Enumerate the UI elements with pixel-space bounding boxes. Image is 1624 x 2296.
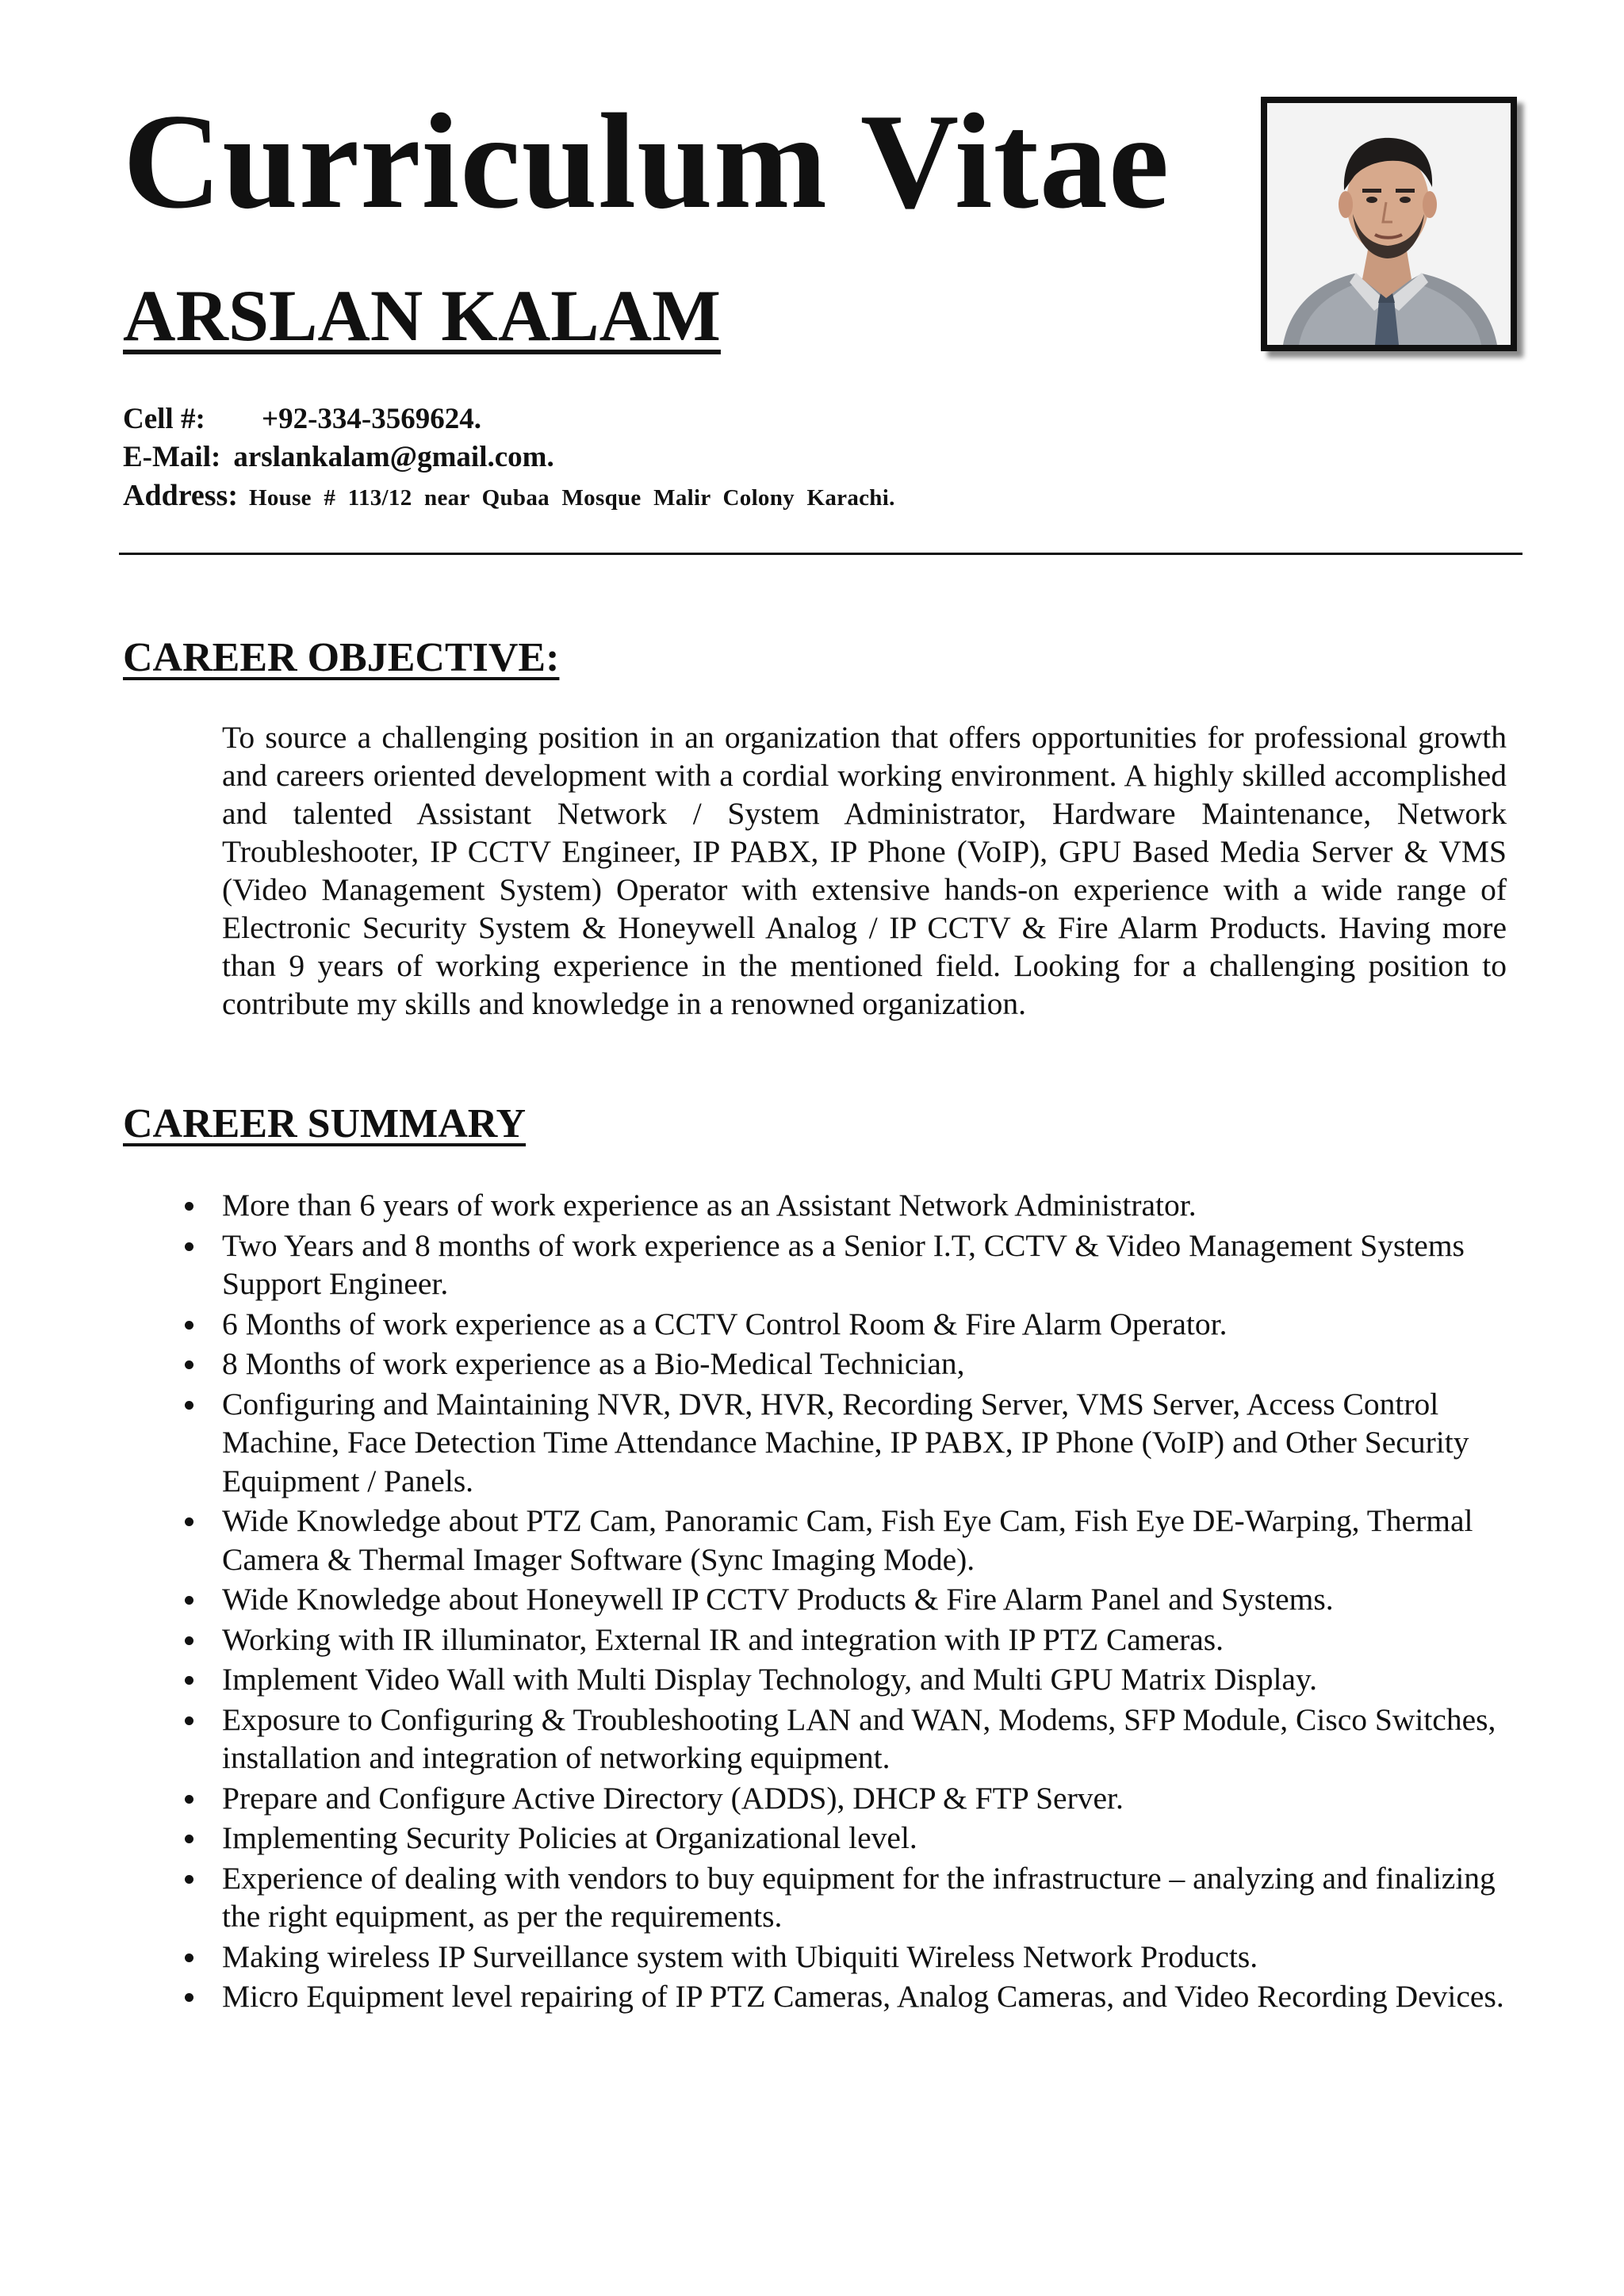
email-row bbox=[123, 438, 895, 476]
list-item bbox=[222, 1305, 1507, 1344]
cell-row bbox=[123, 400, 895, 438]
list-item-text: Making wireless IP Surveillance system with Ubiquiti Wireless Network Products. bbox=[222, 1938, 1258, 1974]
bullet-icon bbox=[185, 1596, 193, 1605]
career-summary-list bbox=[222, 1186, 1507, 2018]
career-objective-text: To source a challenging position in an organization that offers opportunities for professional growth and careers oriented development with a cordial working environment. A highly skilled accomplished and talented Assistant Network / System Administrator, Hardware Maintenance, Network Troubleshooter, IP CCTV Engineer, IP PABX, IP Phone (VoIP), GPU Based Media Server & VMS (Video Management System) Operator with extensive hands-on experience with a wide range of Electronic Security System & Honeywell Analog / IP CCTV & Fire Alarm Products. Having more than 9 years of working experience in the mentioned field. Looking for a challenging position to contribute my skills and knowledge in a renowned organization. bbox=[222, 720, 1507, 1021]
cell-label: Cell #: bbox=[123, 403, 205, 435]
list-item-text: Experience of dealing with vendors to buy equipment for the infrastructure – analyzing and finalizing the right equipment, as per the requirements. bbox=[222, 1860, 1496, 1934]
list-item-text: Micro Equipment level repairing of IP PTZ Cameras, Analog Cameras, and Video Recording Devices. bbox=[222, 1979, 1504, 2014]
list-item bbox=[222, 1859, 1507, 1936]
list-item-text: Implementing Security Policies at Organizational level. bbox=[222, 1820, 917, 1855]
bullet-icon bbox=[185, 1202, 193, 1211]
career-summary-heading: CAREER SUMMARY bbox=[123, 1101, 527, 1146]
list-item bbox=[222, 1186, 1507, 1225]
email-value: arslankalam@gmail.com. bbox=[233, 441, 554, 473]
bullet-icon bbox=[185, 1636, 193, 1645]
list-item bbox=[222, 1819, 1507, 1858]
candidate-name: ARSLAN KALAM bbox=[123, 275, 721, 356]
list-item bbox=[222, 1502, 1507, 1578]
bullet-icon bbox=[185, 1954, 193, 1962]
list-item-text: Prepare and Configure Active Directory (ADDS), DHCP & FTP Server. bbox=[222, 1780, 1124, 1816]
list-item bbox=[222, 1385, 1507, 1501]
list-item-text: 8 Months of work experience as a Bio-Medical Technician, bbox=[222, 1346, 965, 1381]
list-item-text: Working with IR illuminator, External IR and integration with IP PTZ Cameras. bbox=[222, 1621, 1224, 1657]
list-item-text: Implement Video Wall with Multi Display Technology, and Multi GPU Matrix Display. bbox=[222, 1662, 1318, 1697]
list-item-text: Exposure to Configuring & Troubleshooting LAN and WAN, Modems, SFP Module, Cisco Switches, installation and integration of networking equipment. bbox=[222, 1701, 1496, 1775]
list-item bbox=[222, 1621, 1507, 1659]
career-objective-heading: CAREER OBJECTIVE: bbox=[123, 635, 560, 680]
bullet-icon bbox=[185, 1360, 193, 1369]
address-label: Address: bbox=[123, 479, 238, 512]
list-item bbox=[222, 1660, 1507, 1699]
list-item bbox=[222, 1938, 1507, 1976]
email-label: E-Mail: bbox=[123, 441, 221, 473]
list-item bbox=[222, 1226, 1507, 1303]
bullet-icon bbox=[185, 1242, 193, 1251]
bullet-icon bbox=[185, 1517, 193, 1526]
list-item bbox=[222, 1779, 1507, 1818]
list-item bbox=[222, 1977, 1507, 2016]
list-item-text: Wide Knowledge about PTZ Cam, Panoramic Cam, Fish Eye Cam, Fish Eye DE-Warping, Thermal Camera & Thermal Imager Software (Sync Imaging Mode). bbox=[222, 1503, 1473, 1577]
list-item bbox=[222, 1701, 1507, 1777]
bullet-icon bbox=[185, 1835, 193, 1843]
list-item bbox=[222, 1345, 1507, 1383]
bullet-icon bbox=[185, 1993, 193, 2002]
profile-photo bbox=[1261, 97, 1517, 351]
cell-value: +92-334-3569624. bbox=[262, 403, 481, 435]
list-item-text: 6 Months of work experience as a CCTV Control Room & Fire Alarm Operator. bbox=[222, 1306, 1228, 1341]
bullet-icon bbox=[185, 1676, 193, 1685]
bullet-icon bbox=[185, 1795, 193, 1804]
address-value: House # 113/12 near Qubaa Mosque Malir Colony Karachi. bbox=[249, 485, 895, 511]
bullet-icon bbox=[185, 1716, 193, 1725]
list-item bbox=[222, 1580, 1507, 1619]
list-item-text: Wide Knowledge about Honeywell IP CCTV Products & Fire Alarm Panel and Systems. bbox=[222, 1582, 1334, 1617]
bullet-icon bbox=[185, 1875, 193, 1884]
header-divider bbox=[119, 553, 1522, 555]
contact-block bbox=[123, 400, 895, 515]
list-item-text: More than 6 years of work experience as an Assistant Network Administrator. bbox=[222, 1188, 1197, 1223]
list-item-text: Two Years and 8 months of work experience as a Senior I.T, CCTV & Video Management Systems Support Engineer. bbox=[222, 1227, 1465, 1301]
document-title: Curriculum Vitae bbox=[123, 86, 1170, 237]
address-row bbox=[123, 476, 895, 515]
bullet-icon bbox=[185, 1321, 193, 1330]
list-item-text: Configuring and Maintaining NVR, DVR, HVR, Recording Server, VMS Server, Access Control Machine, Face Detection Time Attendance Machine, IP PABX, IP Phone (VoIP) and Other Security Equipment / Panels. bbox=[222, 1386, 1469, 1498]
bullet-icon bbox=[185, 1401, 193, 1410]
profile-photo-illustration bbox=[1267, 103, 1511, 345]
